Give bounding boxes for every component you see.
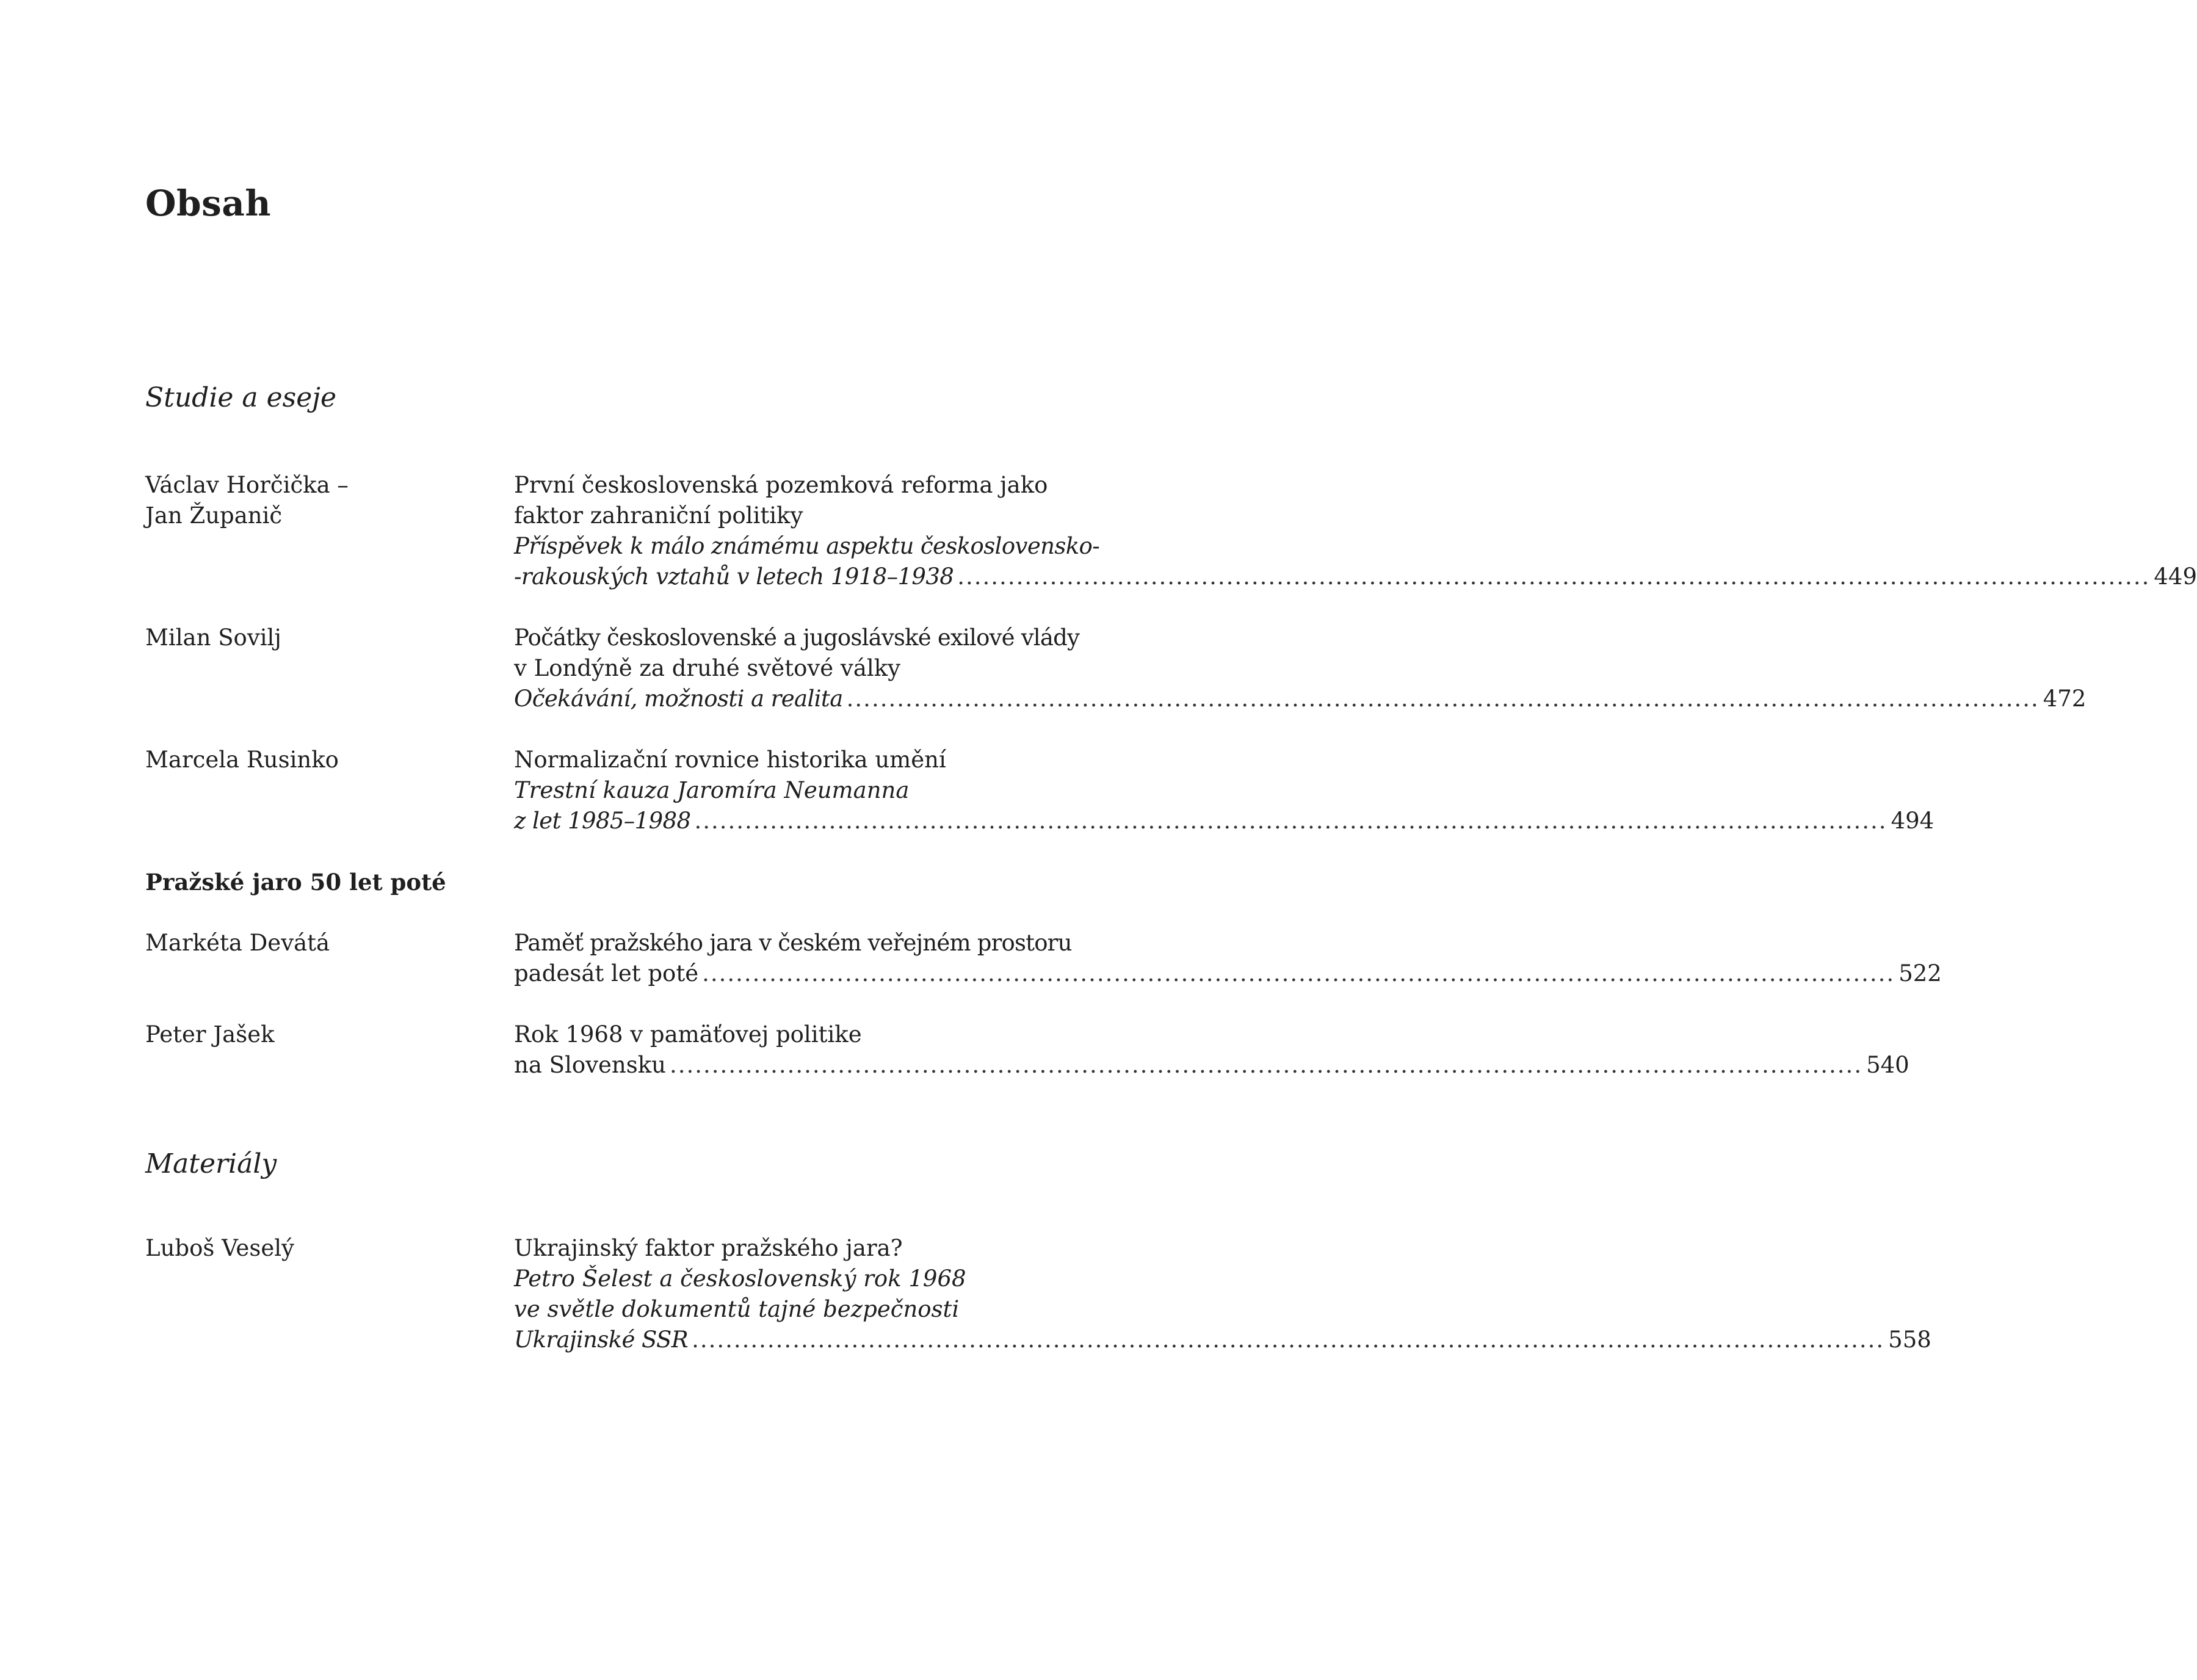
entry-subtitle-line: Ukrajinské SSR bbox=[514, 1327, 689, 1353]
author-line: Peter Jašek bbox=[145, 1021, 275, 1048]
entry-title-block bbox=[514, 745, 1935, 836]
page-number: 494 bbox=[1891, 808, 1935, 834]
entry-subtitle-line: z let 1985–1988 bbox=[514, 808, 691, 834]
entry-title-line: na Slovensku bbox=[514, 1052, 666, 1078]
entry-title-line: Rok 1968 v pamäťovej politike bbox=[514, 1021, 862, 1048]
dot-leader bbox=[690, 806, 1891, 836]
section-heading-materialy: Materiály bbox=[145, 1148, 277, 1179]
dot-leader bbox=[698, 958, 1898, 989]
entry-subtitle-line: Příspěvek k málo známému aspektu československo- bbox=[514, 533, 1100, 559]
author-line: Milan Sovilj bbox=[145, 625, 281, 651]
page-number: 472 bbox=[2043, 686, 2087, 712]
entry-author bbox=[145, 745, 487, 775]
entry-title-block bbox=[514, 470, 2197, 592]
entry-title-line: Počátky československé a jugoslávské exilové vlády bbox=[514, 625, 1080, 651]
section-heading-studie: Studie a eseje bbox=[145, 382, 336, 413]
entry-author bbox=[145, 928, 487, 958]
dot-leader bbox=[688, 1325, 1888, 1355]
entry-subtitle-line: ve světle dokumentů tajné bezpečnosti bbox=[514, 1296, 960, 1322]
entry-author bbox=[145, 470, 487, 531]
dot-leader bbox=[843, 684, 2043, 714]
dot-leader bbox=[954, 562, 2154, 592]
author-line: Jan Županič bbox=[145, 502, 283, 529]
entry-dot-leader-line bbox=[514, 1325, 1931, 1355]
entry-title-line: Normalizační rovnice historika umění bbox=[514, 747, 946, 773]
page-number: 449 bbox=[2154, 563, 2197, 590]
page-title: Obsah bbox=[145, 183, 271, 224]
entry-title-line: Ukrajinský faktor pražského jara? bbox=[514, 1235, 903, 1261]
page-number: 540 bbox=[1866, 1052, 1909, 1078]
entry-title-block bbox=[514, 1019, 1909, 1081]
page-number: 558 bbox=[1888, 1327, 1931, 1353]
entry-title-line: Paměť pražského jara v českém veřejném prostoru bbox=[514, 930, 1072, 956]
entry-title-block bbox=[514, 623, 2087, 714]
entry-author bbox=[145, 1233, 487, 1264]
entry-dot-leader-line bbox=[514, 684, 2087, 714]
author-line: Marcela Rusinko bbox=[145, 747, 339, 773]
entry-title-line: padesát let poté bbox=[514, 960, 699, 987]
entry-author bbox=[145, 623, 487, 653]
page-number: 522 bbox=[1898, 960, 1942, 987]
entry-subtitle-line: Trestní kauza Jaromíra Neumanna bbox=[514, 777, 910, 803]
entry-title-block bbox=[514, 1233, 1931, 1355]
entry-dot-leader-line bbox=[514, 1050, 1909, 1081]
entry-title-block bbox=[514, 928, 1942, 989]
dot-leader bbox=[666, 1050, 1866, 1081]
entry-title-line: v Londýně za druhé světové války bbox=[514, 655, 901, 681]
entry-author bbox=[145, 1019, 487, 1050]
entry-dot-leader-line bbox=[514, 958, 1942, 989]
entry-subtitle-line: Očekávání, možnosti a realita bbox=[514, 686, 843, 712]
entry-subtitle-line: -rakouských vztahů v letech 1918–1938 bbox=[514, 563, 954, 590]
author-line: Luboš Veselý bbox=[145, 1235, 294, 1261]
entry-title-line: faktor zahraniční politiky bbox=[514, 502, 803, 529]
entry-subtitle-line: Petro Šelest a československý rok 1968 bbox=[514, 1265, 966, 1292]
author-line: Václav Horčička – bbox=[145, 472, 349, 498]
entry-dot-leader-line bbox=[514, 562, 2197, 592]
author-line: Markéta Devátá bbox=[145, 930, 330, 956]
subsection-heading-prazske-jaro: Pražské jaro 50 let poté bbox=[145, 869, 446, 896]
entry-dot-leader-line bbox=[514, 806, 1935, 836]
entry-title-line: První československá pozemková reforma jako bbox=[514, 472, 1048, 498]
